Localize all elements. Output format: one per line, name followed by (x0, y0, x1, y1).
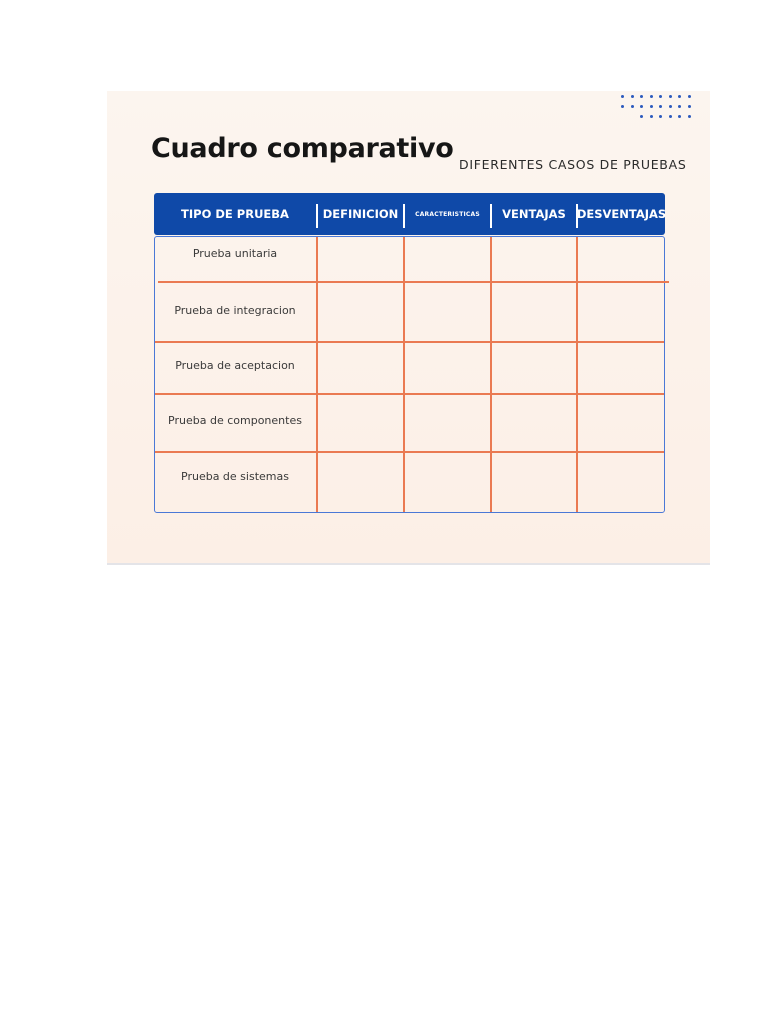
table-row-label: Prueba unitaria (192, 247, 278, 260)
column-divider (403, 237, 405, 512)
table-header (154, 193, 665, 235)
row-divider (158, 281, 669, 283)
header-caracteristicas: CARACTERISTICAS (415, 210, 480, 218)
page-subtitle: DIFERENTES CASOS DE PRUEBAS (459, 157, 687, 172)
header-ventajas: VENTAJAS (502, 207, 566, 221)
table-row-label: Prueba de integracion (174, 304, 296, 317)
column-divider (576, 237, 578, 512)
column-divider (490, 237, 492, 512)
page-title: Cuadro comparativo (151, 133, 454, 164)
table-row-label: Prueba de componentes (168, 414, 302, 427)
table-row-label: Prueba de aceptacion (175, 359, 295, 372)
header-tipo-de-prueba: TIPO DE PRUEBA (181, 207, 289, 221)
dot-pattern-decoration (621, 95, 697, 118)
table-row-label: Prueba de sistemas (181, 470, 289, 483)
row-divider (155, 393, 664, 395)
header-definicion: DEFINICION (322, 207, 399, 221)
row-divider (155, 451, 664, 453)
slide (107, 91, 710, 565)
row-divider (155, 341, 664, 343)
table-body (154, 236, 665, 513)
header-desventajas: DESVENTAJAS (576, 207, 667, 221)
column-divider (316, 237, 318, 512)
